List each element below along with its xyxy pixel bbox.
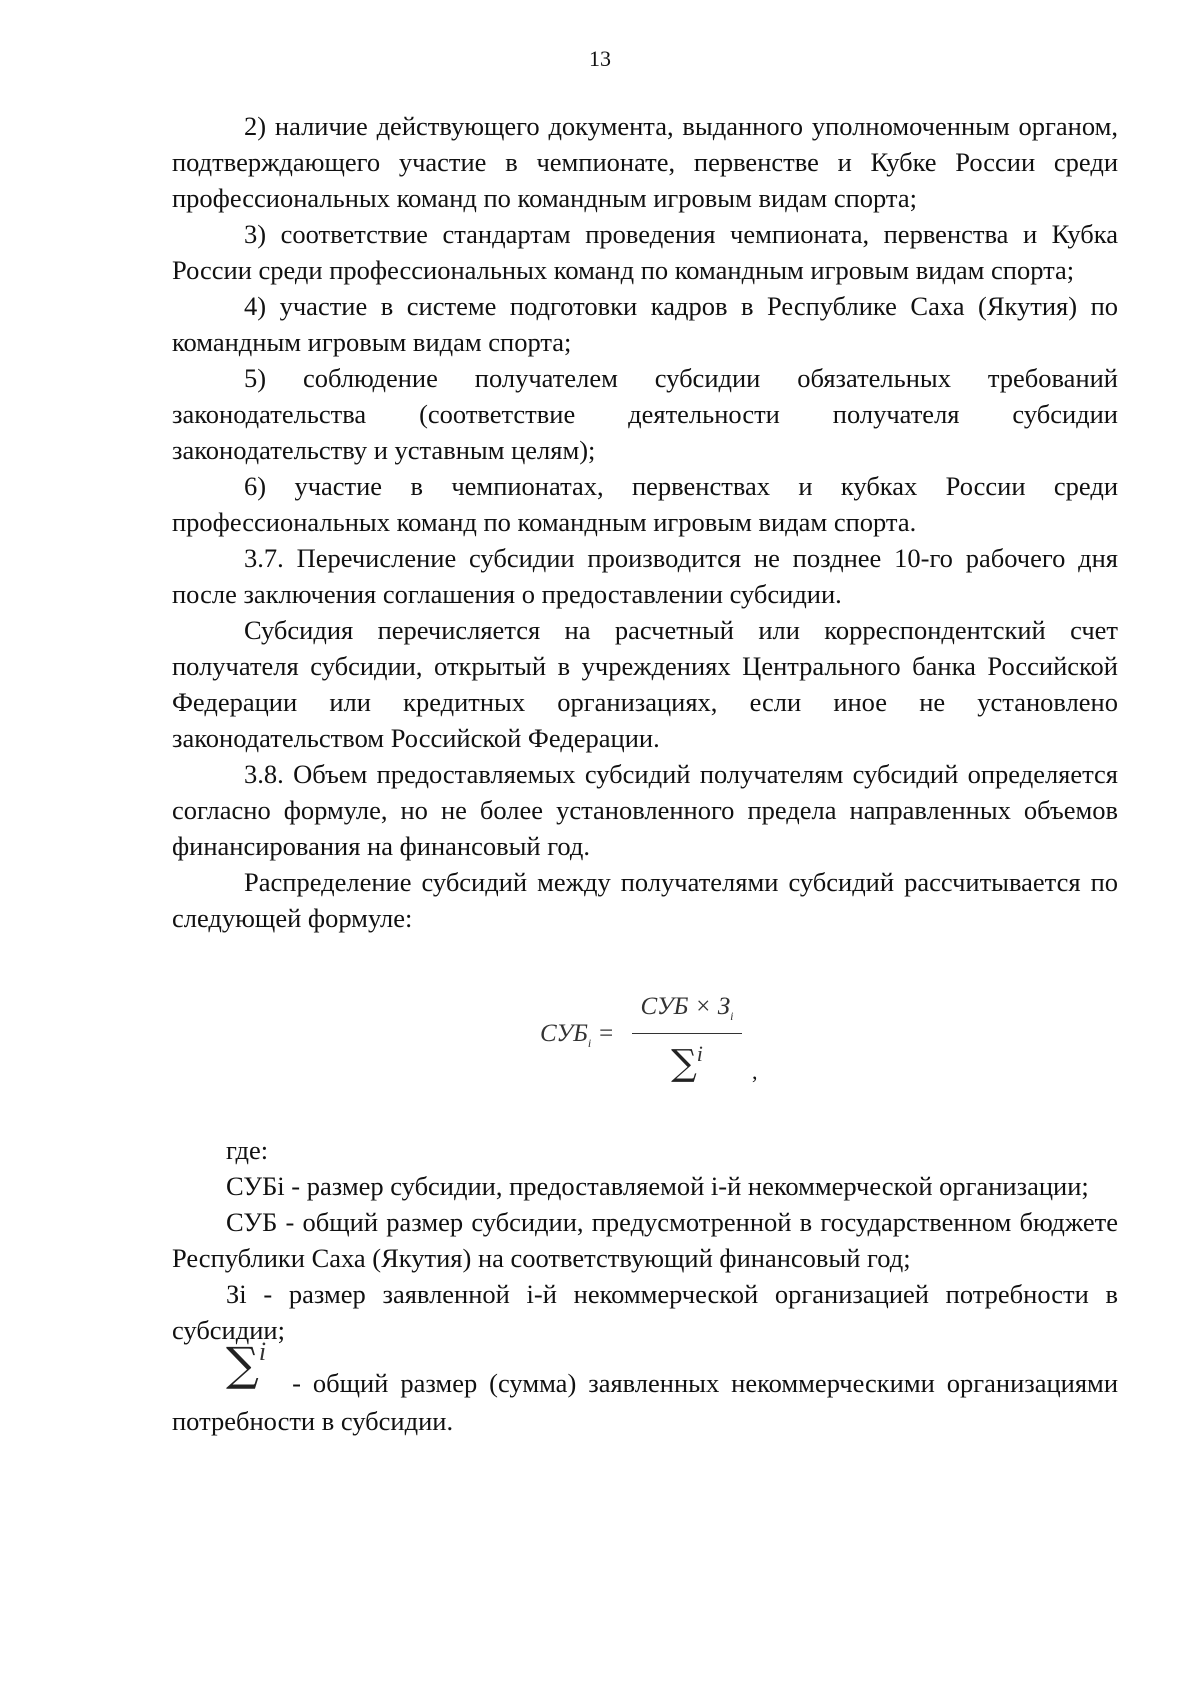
paragraph-item-4: 4) участие в системе подготовки кадров в Республике Саха (Якутия) по командным игровым видам спорта; [172, 291, 1118, 357]
definition-sub-total: СУБ - общий размер субсидии, предусмотренной в государственном бюджете Республики Саха (Якутия) на соответствующий финансовый год; [172, 1207, 1118, 1273]
formula-numerator [632, 992, 742, 1031]
sum-sigma-glyph: ∑ [226, 1337, 259, 1391]
definition-sub-i: СУБi - размер субсидии, предоставляемой i-й некоммерческой организации; [226, 1171, 1089, 1201]
sum-symbol [226, 1334, 266, 1389]
formula-lhs-sub: i [587, 1036, 592, 1050]
formula-numerator-sub: i [730, 1009, 734, 1023]
formula-lhs-text: СУБ [540, 1020, 588, 1047]
formula-numerator-text: СУБ × З [640, 993, 731, 1020]
sum-sigma-variable: i [258, 1337, 267, 1366]
document-body [172, 108, 1118, 1439]
formula-lhs [540, 1016, 614, 1061]
sigma-symbol: ∑ [671, 1043, 697, 1084]
paragraph-3-7: 3.7. Перечисление субсидии производится не позднее 10-го рабочего дня после заключения соглашения о предоставлении субсидии. [172, 543, 1118, 609]
formula-fraction [632, 992, 742, 1086]
paragraph-item-2: 2) наличие действующего документа, выданного уполномоченным органом, подтверждающего участие в чемпионате, первенстве и Кубке России среди профессиональных команд по командным игровым видам спорта; [172, 111, 1118, 213]
sigma-variable: i [696, 1041, 703, 1066]
formula-comma: , [752, 1059, 758, 1084]
definition-sum [172, 1337, 1118, 1439]
definitions-intro: где: [226, 1135, 269, 1165]
paragraph-subsidy-transfer: Субсидия перечисляется на расчетный или корреспондентский счет получателя субсидии, открытый в учреждениях Центрального банка Российской Федерации или кредитных организациях, если иное не установлено законодательством Российской Федерации. [172, 615, 1118, 753]
paragraph-3-8: 3.8. Объем предоставляемых субсидий получателям субсидий определяется согласно формуле, но не более установленного предела направленных объемов финансирования на финансовый год. [172, 759, 1118, 861]
paragraph-distribution: Распределение субсидий между получателями субсидий рассчитывается по следующей формуле: [172, 867, 1118, 933]
definition-sum-text: - общий размер (сумма) заявленных некоммерческими организациями потребности в субсидии. [172, 1368, 1118, 1436]
paragraph-item-3: 3) соответствие стандартам проведения чемпионата, первенства и Кубка России среди профессиональных команд по командным игровым видам спорта; [172, 219, 1118, 285]
paragraph-item-5: 5) соблюдение получателем субсидии обязательных требований законодательства (соответствие деятельности получателя субсидии законодательству и уставным целям); [172, 363, 1118, 465]
definition-z-i: Зi - размер заявленной i-й некоммерческой организацией потребности в субсидии; [172, 1279, 1118, 1345]
paragraph-item-6: 6) участие в чемпионатах, первенствах и кубках России среди профессиональных команд по командным игровым видам спорта. [172, 471, 1118, 537]
subsidy-formula [172, 936, 1118, 1132]
page-number: 13 [589, 46, 611, 71]
formula-equals: = [597, 1020, 615, 1047]
formula-denominator [632, 1034, 742, 1086]
